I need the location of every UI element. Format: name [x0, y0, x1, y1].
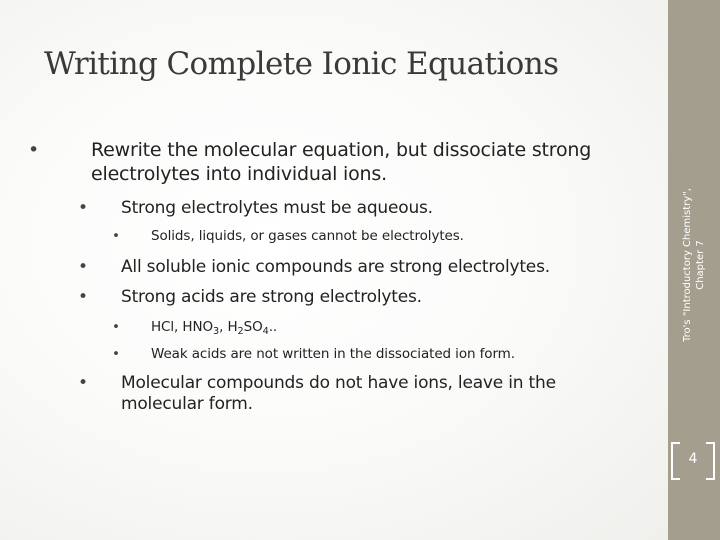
book-caption-line2: Chapter 7 [695, 240, 706, 290]
bullet-point-4: All soluble ionic compounds are strong electrolytes. [121, 257, 550, 277]
bullet-point-3: Solids, liquids, or gases cannot be electrolytes. [151, 228, 464, 244]
book-caption [681, 115, 707, 415]
bullet-icon: • [112, 346, 120, 362]
bullet-icon: • [28, 139, 40, 161]
bullet-icon: • [78, 373, 88, 393]
page-number-frame [671, 442, 715, 480]
bullet-icon: • [112, 319, 120, 335]
book-caption-line1: Tro's "Introductory Chemistry", [682, 188, 693, 342]
bullet-point-7: Weak acids are not written in the dissociated ion form. [151, 346, 515, 362]
bullet-icon: • [78, 287, 88, 307]
bullet-point-6: HCl, $HNO_3$, $H_2SO_4$.. [151, 319, 278, 337]
slide-title: Writing Complete Ionic Equations [44, 46, 559, 82]
bullet-point-2: Strong electrolytes must be aqueous. [121, 198, 433, 218]
bullet-icon: • [78, 198, 88, 218]
bullet-point-1: Rewrite the molecular equation, but dissociate strong electrolytes into individual ions. [91, 139, 592, 185]
page-number: 4 [688, 451, 698, 467]
bullet-icon: • [78, 257, 88, 277]
bullet-point-5: Strong acids are strong electrolytes. [121, 287, 422, 307]
bullet-icon: • [112, 228, 120, 244]
bullet-point-8: Molecular compounds do not have ions, leave in the molecular form. [121, 373, 556, 414]
